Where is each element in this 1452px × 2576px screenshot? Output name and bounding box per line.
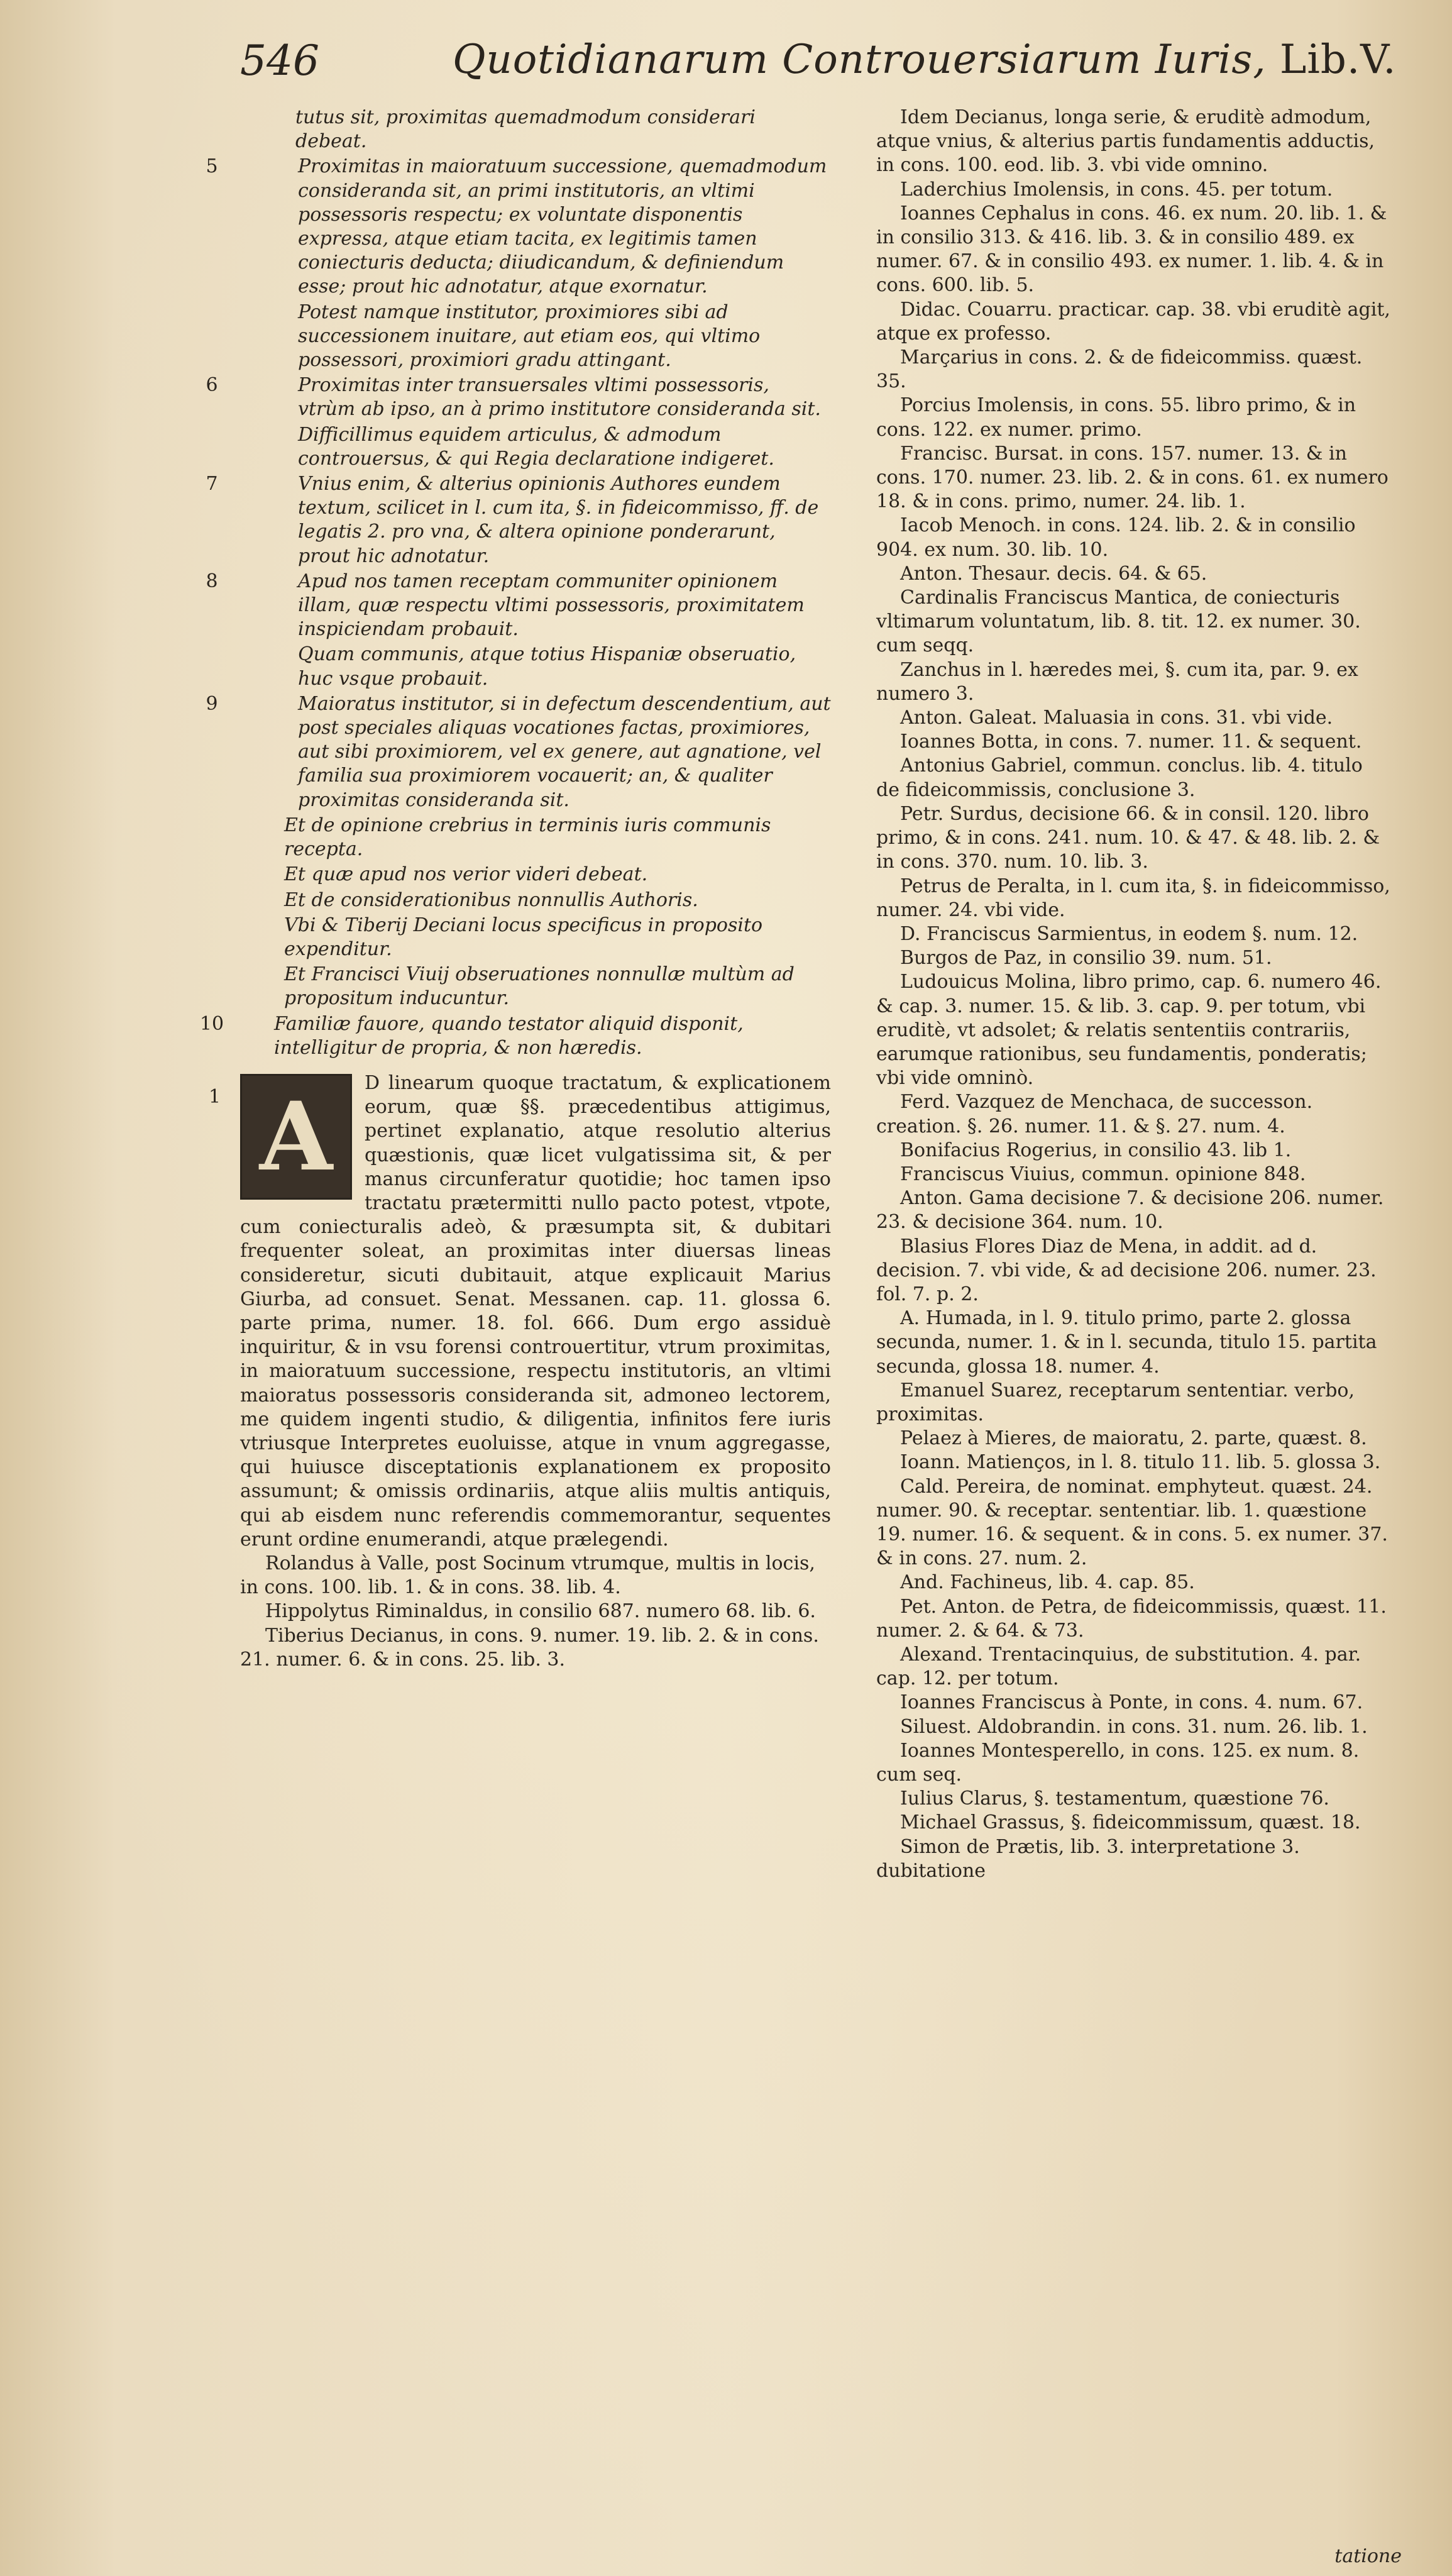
summary-item — [206, 373, 831, 421]
summary-number: 5 — [206, 155, 218, 178]
folio-number: 546 — [240, 36, 319, 85]
summary-text: tutus sit, proximitas quemadmodum considerari debeat. — [295, 106, 756, 153]
summary-item — [240, 963, 831, 1010]
citation-entry: Franciscus Viuius, commun. opinione 848. — [900, 1163, 1306, 1185]
citation-entry: Emanuel Suarez, receptarum sententiar. verbo, proximitas. — [876, 1379, 1355, 1425]
citation-entry: Rolandus à Valle, post Socinum vtrumque, multis in locis, in cons. 100. lib. 1. & in cons. 38. lib. 4. — [240, 1552, 815, 1599]
citation-entry: Laderchius Imolensis, in cons. 45. per totum. — [900, 178, 1333, 201]
summary-text: Potest namque institutor, proximiores sibi ad successionem inuitare, aut etiam eos, qui vltimo possessori, proximiori gradu attingant. — [298, 301, 761, 372]
summary-item — [240, 888, 831, 912]
citation-entry: Tiberius Decianus, in cons. 9. numer. 19. lib. 2. & in cons. 21. numer. 6. & in cons. 25. lib. 3. — [240, 1624, 819, 1671]
summary-number: 10 — [199, 1012, 224, 1035]
citation-entry: Francisc. Bursat. in cons. 157. numer. 13. & in cons. 170. numer. 23. lib. 2. & in cons. 61. ex numero 18. & in cons. primo, numer. 24. lib. 1. — [876, 442, 1389, 513]
citation-entry: Anton. Galeat. Maluasia in cons. 31. vbi vide. — [900, 707, 1333, 729]
citation-entry: Ludouicus Molina, libro primo, cap. 6. numero 46. & cap. 3. numer. 15. & lib. 3. cap. 9. per totum, vbi eruditè, vt adsolet; & relatis sententiis contrariis, earumque rationibus, seu fundamentis, ponderatis; vbi vide omninò. — [876, 971, 1382, 1090]
summary-item — [206, 472, 831, 568]
left-column — [199, 106, 831, 1672]
citation-entry: Ferd. Vazquez de Menchaca, de successon. creation. §. 26. numer. 11. & §. 27. num. 4. — [876, 1091, 1313, 1137]
book-number: Lib.V. — [1279, 36, 1397, 83]
citation-entry: Bonifacius Rogerius, in consilio 43. lib 1. — [900, 1139, 1292, 1161]
citation-entry: Ioann. Matienços, in l. 8. titulo 11. lib. 5. glossa 3. — [900, 1451, 1381, 1474]
summary-text: Vnius enim, & alterius opinionis Authores eundem textum, scilicet in l. cum ita, §. in fideicommisso, ff. de legatis 2. pro vna, & altera opinione ponderarunt, prout hic adnotatur. — [298, 473, 819, 567]
citation-entry: And. Fachineus, lib. 4. cap. 85. — [900, 1571, 1195, 1594]
summary-text: Maioratus institutor, si in defectum descendentium, aut post speciales aliquas vocationes factas, proximiores, aut sibi proximiorem, vel ex genere, aut agnatione, vel familia sua proximiorem vocauerit; an, & qualiter proximitas consideranda sit. — [298, 692, 831, 811]
citation-entry: Anton. Thesaur. decis. 64. & 65. — [900, 562, 1207, 585]
citation-entry: Blasius Flores Diaz de Mena, in addit. ad d. decision. 7. vbi vide, & ad decisione 206. numer. 23. fol. 7. p. 2. — [876, 1235, 1377, 1305]
summary-text: Et de considerationibus nonnullis Authoris. — [284, 888, 698, 911]
summary-item — [240, 814, 831, 861]
summary-item — [240, 914, 831, 961]
citation-entry: Michael Grassus, §. fideicommissum, quæst. 18. — [900, 1811, 1361, 1834]
citation-entry: Porcius Imolensis, in cons. 55. libro primo, & in cons. 122. ex numer. primo. — [876, 394, 1356, 441]
citation-entry: D. Franciscus Sarmientus, in eodem §. num. 12. — [900, 922, 1358, 945]
citation-entry: Marçarius in cons. 2. & de fideicommiss. quæst. 35. — [876, 346, 1363, 393]
citation-entry: Pet. Anton. de Petra, de fideicommissis, quæst. 11. numer. 2. & 64. & 73. — [876, 1595, 1387, 1642]
citation-entry: Simon de Prætis, lib. 3. interpretatione 3. dubitatione — [876, 1835, 1300, 1882]
summary-text: Apud nos tamen receptam communiter opinionem illam, quæ respectu vltimi possessoris, proximitatem inspiciendam probauit. — [298, 570, 805, 641]
summary-number: 9 — [206, 692, 218, 715]
summary-text: Vbi & Tiberij Deciani locus specificus in proposito expenditur. — [284, 914, 763, 960]
citation-entry: Pelaez à Mieres, de maioratu, 2. parte, quæst. 8. — [900, 1427, 1367, 1450]
summary-text: Difficillimus equidem articulus, & admodum controuersus, & qui Regia declaratione indigeret. — [298, 423, 774, 470]
catchword: tatione — [1334, 2545, 1402, 2567]
citation-entry: Ioannes Botta, in cons. 7. numer. 11. & sequent. — [900, 731, 1362, 753]
citation-entry: Iulius Clarus, §. testamentum, quæstione 76. — [900, 1788, 1329, 1810]
summary-text: Familiæ fauore, quando testator aliquid disponit, intelligitur de propria, & non hæredis. — [274, 1012, 744, 1059]
citation-entry: Cald. Pereira, de nominat. emphyteut. quæst. 24. numer. 90. & receptar. sententiar. lib. 1. quæstione 19. numer. 16. & sequent. & in cons. 5. ex numer. 37. & in cons. 27. num. 2. — [876, 1475, 1388, 1570]
summary-item — [240, 106, 831, 153]
citation-entry: Cardinalis Franciscus Mantica, de coniecturis vltimarum voluntatum, lib. 8. tit. 12. ex numer. 30. cum seqq. — [876, 587, 1361, 657]
running-title — [453, 36, 1397, 83]
citation-entry: Ioannes Franciscus à Ponte, in cons. 4. num. 67. — [900, 1691, 1363, 1714]
summary-item — [206, 692, 831, 812]
drop-cap-initial: A — [240, 1074, 352, 1200]
summary-text: Quam communis, atque totius Hispaniæ obseruatio, huc vsque probauit. — [298, 643, 796, 690]
summary-text: Et Francisci Viuij obseruationes nonnullæ multùm ad propositum inducuntur. — [284, 963, 795, 1010]
citation-entry: Antonius Gabriel, commun. conclus. lib. 4. titulo de fideicommissis, conclusione 3. — [876, 755, 1363, 801]
summary-text: Et quæ apud nos verior videri debeat. — [284, 863, 648, 886]
summary-number: 7 — [206, 473, 218, 495]
summary-text: Proximitas in maioratuum successione, quemadmodum consideranda sit, an primi institutoris, an vltimi possessoris respectu; ex voluntate disponentis expressa, atque etiam tacita, ex legitimis tamen coniecturis deducta; diiudicandum, & definiendum esse; prout hic adnotatur, atque exornatur. — [298, 155, 827, 298]
summary-number: 6 — [206, 374, 218, 397]
paragraph-number: 1 — [209, 1085, 221, 1108]
citation-entry: Iacob Menoch. in cons. 124. lib. 2. & in consilio 904. ex num. 30. lib. 10. — [876, 514, 1356, 561]
right-column — [876, 106, 1392, 1883]
summary-text: Proximitas inter transuersales vltimi possessoris, vtrùm ab ipso, an à primo institutore consideranda sit. — [298, 374, 821, 421]
page-header — [0, 36, 1452, 93]
summary-item — [240, 301, 831, 373]
summary-text: Et de opinione crebrius in terminis iuris communis recepta. — [284, 814, 771, 861]
summary-item — [240, 643, 831, 690]
paragraph-text: D linearum quoque tractatum, & explicationem eorum, quæ §§. præcedentibus attigimus, pertinet explanatio, atque resolutio alterius quæstionis, quæ licet vulgatissima sit, & per manus circunferatur quotidie; hoc tamen ipso tractatu prætermitti nullo pacto potest, vtpote, cum coniecturalis adeò, & præsumpta sit, & dubitari frequenter soleat, an proximitas inter diuersas lineas consideretur, sicuti dubitauit, atque explicauit Marius Giurba, ad consuet. Senat. Messanen. cap. 11. glossa 6. parte prima, numer. 18. fol. 666. Dum ergo assiduè inquiritur, & in vsu forensi controuertitur, vtrum proximitas, in maioratuum successione, respectu institutoris, an vltimi maioratus possessoris consideranda sit, admoneo lectorem, me quidem ingenti studio, & diligentia, infinitos fere iuris vtriusque Interpretes euoluisse, atque in vnum aggregasse, qui huiusce disceptationis explanationem ex proposito assumunt; & omissis ordinariis, atque aliis multis antiquis, qui ab eisdem nunc referendis commemorantur, sequentes erunt ordine enumerandi, atque prælegendi. — [240, 1071, 831, 1551]
summary-item — [206, 155, 831, 299]
citation-entry: Anton. Gama decisione 7. & decisione 206. numer. 23. & decisione 364. num. 10. — [876, 1187, 1384, 1234]
citation-entry: Ioannes Montesperello, in cons. 125. ex num. 8. cum seq. — [876, 1739, 1360, 1786]
citation-entry: Petr. Surdus, decisione 66. & in consil. 120. libro primo, & in cons. 241. num. 10. & 47. & 48. lib. 2. & in cons. 370. num. 10. lib. 3. — [876, 802, 1380, 873]
summary-item — [206, 570, 831, 642]
citation-entry: Burgos de Paz, in consilio 39. num. 51. — [900, 947, 1272, 970]
citation-entry: Idem Decianus, longa serie, & eruditè admodum, atque vnius, & alterius partis fundamentis adductis, in cons. 100. eod. lib. 3. vbi vide omnino. — [876, 106, 1375, 177]
summary-item — [240, 423, 831, 471]
citation-entry: Siluest. Aldobrandin. in cons. 31. num. 26. lib. 1. — [900, 1715, 1368, 1738]
citation-entry: Alexand. Trentacinquius, de substitution. 4. par. cap. 12. per totum. — [876, 1644, 1361, 1690]
summary-item — [199, 1012, 831, 1060]
citation-entry: A. Humada, in l. 9. titulo primo, parte 2. glossa secunda, numer. 1. & in l. secunda, titulo 15. partita secunda, glossa 18. numer. 4. — [876, 1307, 1377, 1378]
citation-entry: Didac. Couarru. practicar. cap. 38. vbi eruditè agit, atque ex professo. — [876, 298, 1390, 345]
summary-number: 8 — [206, 570, 218, 592]
citation-entry: Zanchus in l. hæredes mei, §. cum ita, par. 9. ex numero 3. — [876, 658, 1358, 705]
citation-entry: Ioannes Cephalus in cons. 46. ex num. 20. lib. 1. & in consilio 313. & 416. lib. 3. & in consilio 489. ex numer. 67. & in consilio 493. ex numer. 1. lib. 4. & in cons. 600. lib. 5. — [876, 202, 1387, 297]
main-paragraph — [209, 1071, 831, 1552]
running-title-text: Quotidianarum Controuersiarum Iuris, — [453, 36, 1267, 83]
summary-item — [240, 863, 831, 887]
citation-entry: Petrus de Peralta, in l. cum ita, §. in fideicommisso, numer. 24. vbi vide. — [876, 875, 1390, 921]
citation-entry: Hippolytus Riminaldus, in consilio 687. numero 68. lib. 6. — [265, 1600, 816, 1623]
